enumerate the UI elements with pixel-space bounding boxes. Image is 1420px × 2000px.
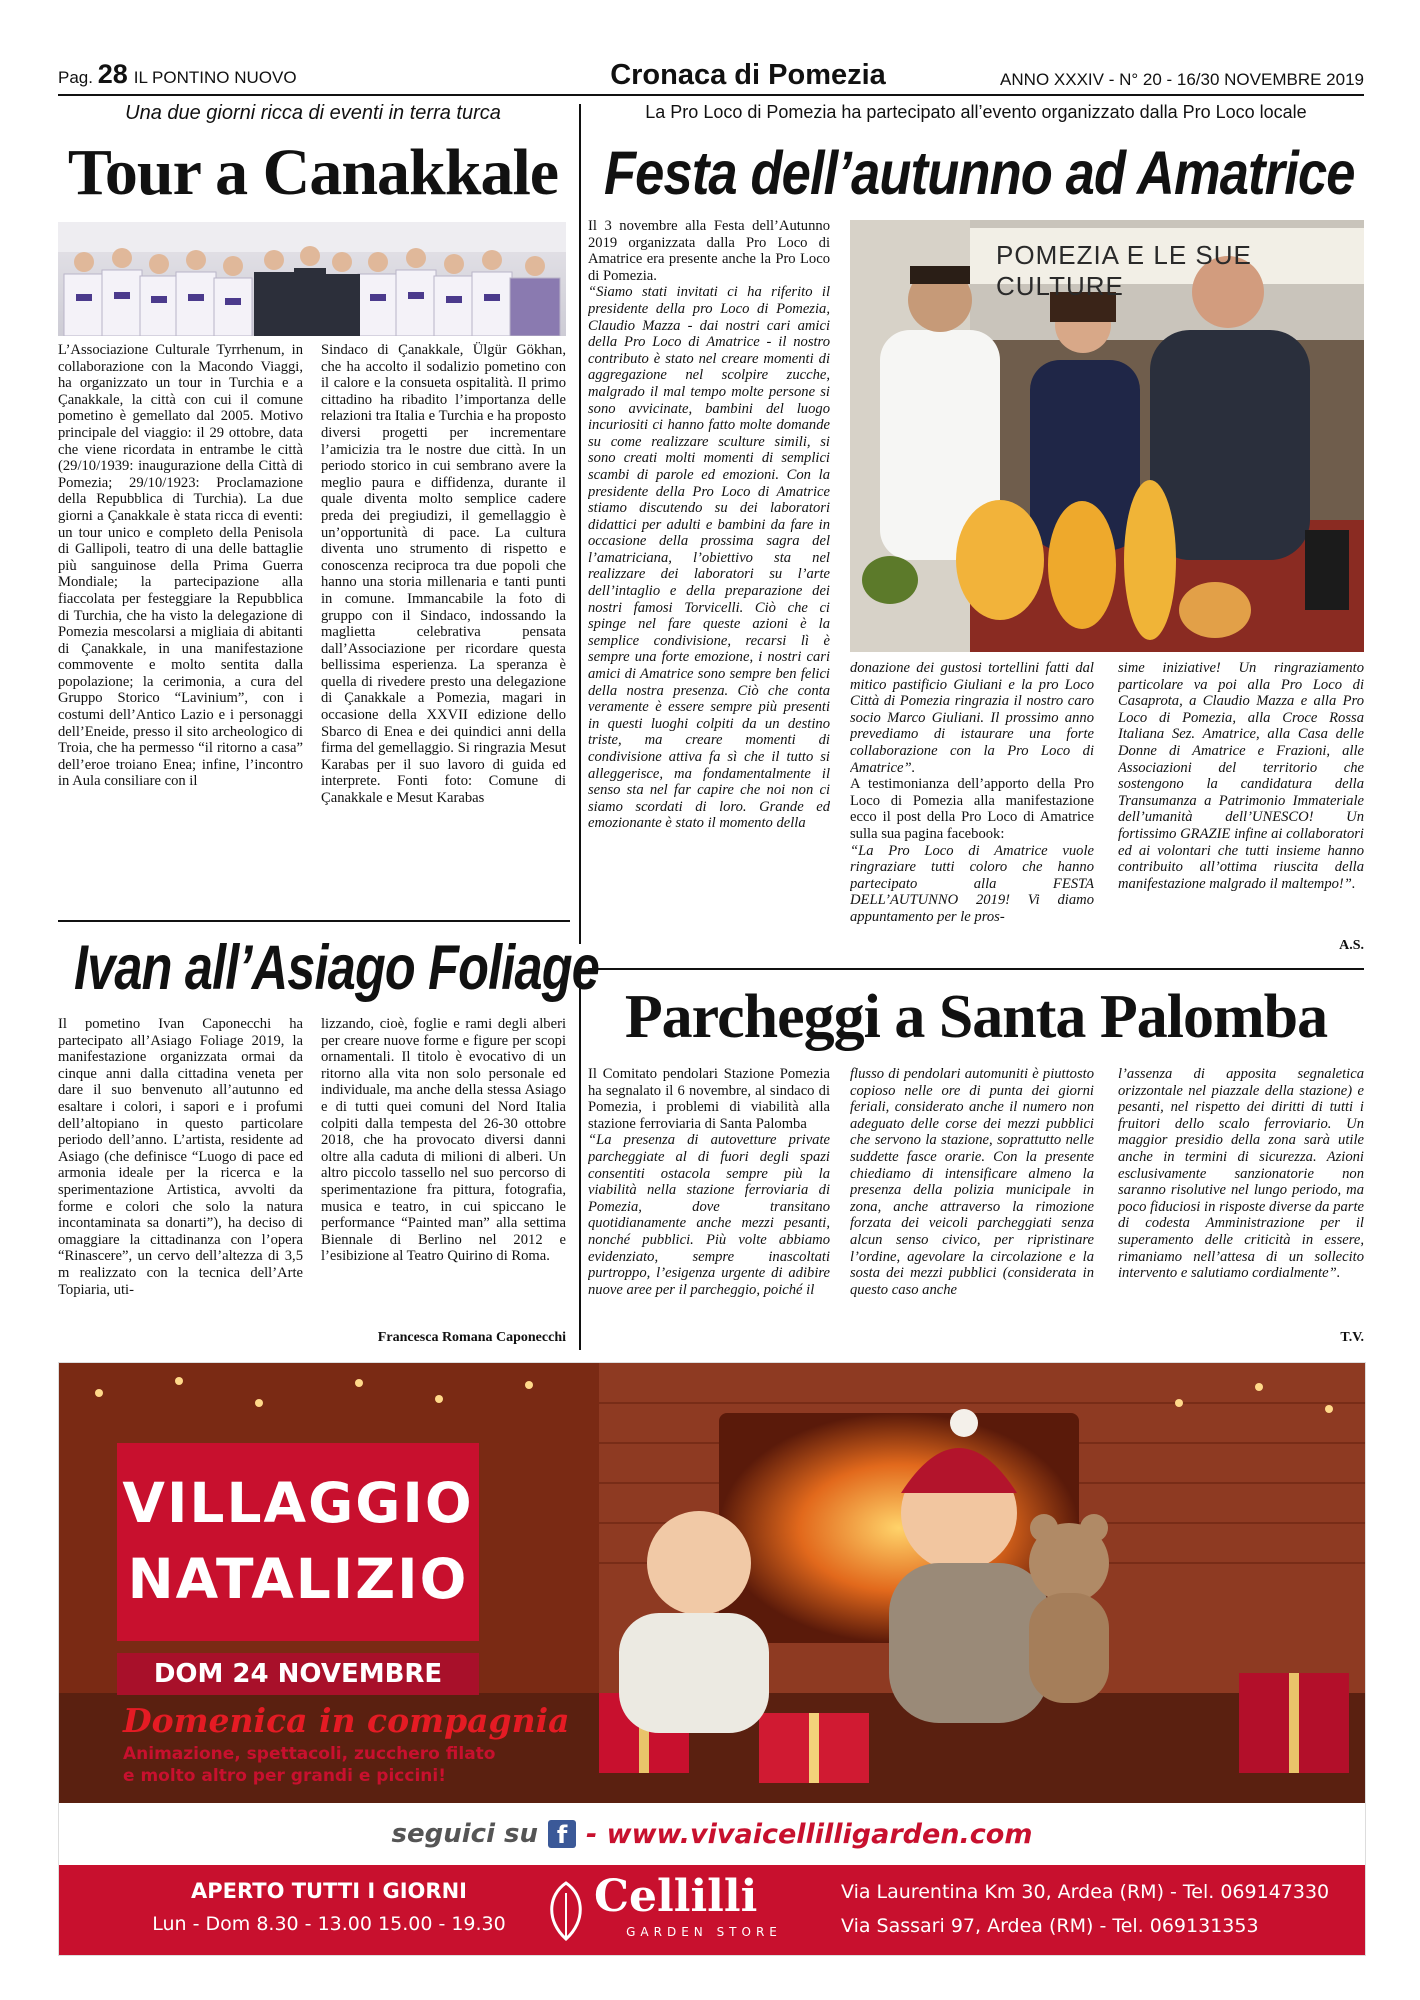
group-photo-illustration <box>58 222 566 336</box>
amatrice-signature: A.S. <box>1339 938 1364 953</box>
christmas-advertisement <box>58 1362 1366 1956</box>
palomba-title: Parcheggi a Santa Palomba <box>624 983 1328 1051</box>
amatrice-photo <box>850 220 1364 652</box>
divider-left <box>58 920 570 922</box>
asiago-title: Ivan all’Asiago Foliage <box>74 933 599 1003</box>
page-number <box>58 59 297 90</box>
amatrice-photo-banner: POMEZIA E LE SUE CULTURE <box>996 240 1252 301</box>
canakkale-column-2: Sindaco di Çanakkale, Ülgür Gökhan, che ha accolto il sodalizio pometino con il calore e la consueta ospitalità. Il primo cittadino ha ribadito l’importanza delle relazioni tra Italia e Turchia e ha proposto diversi progetti per incrementare l’amicizia tra le nostre due città. In un periodo storico in cui sembrano avere la meglio paura e diffidenza, durante il quale diventa molto semplice cadere preda dei pregiudizi, il gemellaggio è un’opportunità di pace. La cultura diventa uno strumento di rispetto e conoscenza reciproca tra due popoli che hanno una storia millenaria e tanti punti in comune. Immancabile la foto di gruppo con il Sindaco, indossando la maglietta celebrativa pensata dall’Associazione per ricordare questa bellissima esperienza. La speranza è quella di rivedere presto una delegazione di Çanakkale a Pomezia, magari in occasione della XXVII edizione dello Sbarco di Enea e dei quindici anni della firma del gemellaggio. Si ringrazia Mesut Karabas per il suo lavoro di guida ed interprete. Fonti foto: Comune di Çanakkale e Mesut Karabas <box>321 342 566 807</box>
ad-website-link[interactable]: - www.vivaicellilligarden.com <box>586 1818 1033 1850</box>
ad-open-label: APERTO TUTTI I GIORNI <box>191 1879 467 1903</box>
amatrice-title: Festa dell’autunno ad Amatrice <box>604 139 1355 207</box>
palomba-column-3: l’assenza di apposita segnaletica orizzontale nel piazzale della stazione) e pesanti, nel rispetto dei diritti di tutti i fruitori dello scalo ferroviario. Un maggior presidio della zona sarà utile anche in termini di sicurezza. Azioni esclusivamente sanzionatorie non saranno risolutive nel lungo periodo, ma poco fiduciosi in risposte diverse da parte di codesta Amministrazione per il superamento delle criticità in essere, rimaniamo nell’attesa di un sollecito intervento e salutiamo cordialmente”. <box>1118 1066 1364 1282</box>
asiago-signature: Francesca Romana Caponecchi <box>377 1330 566 1345</box>
issue-info: ANNO XXXIV - N° 20 - 16/30 NOVEMBRE 2019 <box>1000 70 1364 89</box>
column-divider-lower <box>579 960 581 1350</box>
page-header <box>58 60 1364 96</box>
ad-hours: Lun - Dom 8.30 - 13.00 15.00 - 19.30 <box>152 1913 506 1935</box>
ad-title-box <box>117 1443 479 1641</box>
amatrice-facebook-text: A testimonianza dell’apporto della Pro Loco di Pomezia alla manifestazione ecco il post della Pro Loco di Amatrice sulla sua pagina facebook: <box>850 776 1094 842</box>
amatrice-quote-2: donazione dei gustosi tortellini fatti dal mitico pastificio Giuliani e la pro Loco Città di Pomezia ringrazia il nostro caro socio Marco Giuliani. Il prossimo anno prevediamo di istaurare una forte collaborazione con la Pro Loco di Amatrice”. <box>850 660 1094 776</box>
canakkale-title: Tour a Canakkale <box>67 136 559 209</box>
palomba-intro: Il Comitato pendolari Stazione Pomezia ha segnalato il 6 novembre, al sindaco di Pomezia, i problemi di viabilità alla stazione ferroviaria di Santa Palomba <box>588 1066 830 1132</box>
ad-follow-band <box>59 1803 1365 1865</box>
amatrice-intro: Il 3 novembre alla Festa dell’Autunno 2019 organizzata dalla Pro Loco di Amatrice era presente anche la Pro Loco di Pomezia. <box>588 218 830 284</box>
amatrice-column-3: sime iniziative! Un ringraziamento particolare va poi alla Pro Loco di Casaprota, a Claudio Mazza e alla Pro Loco di Pomezia, alla Croce Rossa Italiana Sez. Amatrice, alla Casa delle Donne di Amatrice e Frazioni, alle Associazioni del territorio che sostengono la candidatura della Transumanza a Patrimonio Immateriale dell’umanità dell’UNESCO! Un fortissimo GRAZIE infine ai collaboratori ed ai volontari che tutti insieme hanno contribuito all’ottima riuscita della manifestazione malgrado il maltempo!”. <box>1118 660 1364 892</box>
amatrice-column-1 <box>588 218 830 948</box>
ad-info-band <box>59 1865 1365 1955</box>
ad-description-line-2: e molto altro per grandi e piccini! <box>123 1766 446 1786</box>
canakkale-column-1: L’Associazione Culturale Tyrrhenum, in collaborazione con la Macondo Viaggi, ha organizzato un tour in Turchia e a Çanakkale, la città con cui il comune pometino è gemellato dal 2005. Motivo principale del viaggio: il 29 ottobre, data che viene ricordata in entrambe le città (29/10/1939: inaugurazione della Città di Pomezia; 29/10/1923: Proclamazione della Repubblica di Turchia). La due giorni a Çanakkale è stata ricca di eventi: un tour unico e completo della Penisola di Gallipoli, teatro di una delle battaglie più sanguinose della Prima Guerra Mondiale; la partecipazione alla fiaccolata per festeggiare la Repubblica di Turchia, che ha visto la delegazione di Pomezia mescolarsi a migliaia di abitanti di Çanakkale, in una manifestazione commovente e molto sentita dalla popolazione; la cerimonia, a cura del Gruppo Storico “Lavinium”, con i costumi dell’Antico Lazio e i personaggi dell’Eneide, presso il sito archeologico di Troia, che ha permesso “il ritorno a casa” dell’eroe troiano Enea; infine, l’incontro in Aula consiliare con il <box>58 342 303 790</box>
facebook-icon[interactable]: f <box>548 1820 576 1848</box>
palomba-column-1 <box>588 1066 830 1348</box>
page-label: Pag. <box>58 68 93 87</box>
palomba-column-2: flusso di pendolari automuniti è piuttosto copioso nelle ore di punta dei giorni feriali, considerato anche il numero non adeguato delle corse dei mezzi pubblici che servono la stazione, soprattutto nelle suddette fasce orarie. Con la presente chiediamo di intensificare almeno la presenza della polizia municipale in zona, anche attraverso la rimozione forzata dei veicoli parcheggiati senza alcun senso civico, per ripristinare l’ordine, agevolare la circolazione e la sosta dei mezzi pubblici (considerata in questo caso anche <box>850 1066 1094 1298</box>
newspaper-name: IL PONTINO NUOVO <box>133 68 297 87</box>
section-title: Cronaca di Pomezia <box>610 59 886 91</box>
ad-description <box>123 1743 523 1787</box>
column-divider <box>579 104 581 944</box>
ad-date: DOM 24 NOVEMBRE <box>117 1653 479 1695</box>
ad-brand-subtitle: GARDEN STORE <box>626 1925 782 1939</box>
palomba-signature: T.V. <box>1340 1330 1364 1345</box>
amatrice-quote-3: “La Pro Loco di Amatrice vuole ringraziare tutti coloro che hanno partecipato alla FESTA DELL’AUTUNNO 2019! Vi diamo appuntamento per le pros- <box>850 842 1094 925</box>
divider-right <box>588 968 1364 970</box>
amatrice-kicker: La Pro Loco di Pomezia ha partecipato all’evento organizzato dalla Pro Loco locale <box>645 102 1307 122</box>
ad-address-1: Via Laurentina Km 30, Ardea (RM) - Tel. 069147330 <box>841 1881 1330 1903</box>
palomba-quote-1: “La presenza di autovetture private parcheggiate al di fuori degli spazi consentiti ostacola sempre più la viabilità nella stazione ferroviaria di Pomezia, dove transitano quotidianamente anche mezzi pesanti, nonché pubblici. Più volte abbiamo evidenziato, sempre inascoltati purtroppo, l’esigenza urgente di adibire nuove aree per il parcheggio, poiché il <box>588 1132 830 1298</box>
ad-description-line-1: Animazione, spettacoli, zucchero filato <box>123 1744 496 1764</box>
canakkale-kicker: Una due giorni ricca di eventi in terra turca <box>125 102 501 124</box>
ad-title-line-1: VILLAGGIO <box>122 1471 474 1535</box>
asiago-column-2: lizzando, cioè, foglie e rami degli alberi per creare nuove forme e figure per scopi ornamentali. Il titolo è evocativo di un ritorno alla vita non solo personale ed individuale, ma anche della stessa Asiago e di tutti quei comuni del Nord Italia colpiti dalla tempesta del 26-30 ottobre 2018, che ha provocato diversi danni oltre alla caduta di milioni di alberi. Un altro piccolo tassello nel suo percorso di sperimentazione fra pittura, fotografia, musica e teatro, in cui spiccano le performance “Painted man” alla settima Biennale di Berlino nel 2012 e l’esibizione al Teatro Quirino di Roma. <box>321 1016 566 1265</box>
asiago-column-1: Il pometino Ivan Caponecchi ha partecipato all’Asiago Foliage 2019, la manifestazione organizzata ormai da cinque anni dalla cittadina veneta per dare il suo benvenuto all’autunno ed esaltare i colori, i sapori e i profumi dell’altopiano in questo particolare periodo dell’anno. L’artista, residente ad Asiago (che definisce “Luogo di pace ed armonia ideale per la ricerca e la sperimentazione Artistica, avvolti da forme e colori che solo la natura incontaminata sa donarti”), ha deciso di omaggiare la cittadinanza con l’opera “Rinascere”, un cervo dell’altezza di 3,5 m realizzato con la tecnica dell’Arte Topiaria, uti- <box>58 1016 303 1298</box>
ad-address-2: Via Sassari 97, Ardea (RM) - Tel. 069131353 <box>841 1915 1259 1937</box>
page-number-value: 28 <box>97 59 128 89</box>
amatrice-quote-1: “Siamo stati invitati ci ha riferito il presidente della pro Loco di Pomezia, Claudio Mazza - dai nostri cari amici della Pro Loco di Amatrice - il nostro contributo è stato nel creare momenti di aggregazione nel scolpire zucche, malgrado il mal tempo molte persone si sono avvicinate, bambini del luogo incuriositi ci hanno fatto molte domande su come realizzare sculture simili, si sono creati molti momenti di semplici scambi di parole ed emozioni. Con la presidente della Pro Loco di Amatrice stiamo discutendo su dei laboratori didattici per adulti e bambini da fare in occasione della prossima sagra del l’amatriciana, l’obiettivo sta nel realizzare dei laboratori su l’arte dell’intaglio e della preparazione dei nostri famosi Torvicelli. Ciò che ci spinge nel fare queste azioni è la semplice condivisione, recarsi lì è sempre una forte emozione, i nostri cari amici di Amatrice sono sempre ben felici della nostra presenza. Ciò che conta veramente è essere sempre più presenti in questi luoghi colpiti da un destino triste, ma creare momenti di condivisione attiva fa sì che il tutto si alleggerisce, ma fondamentalmente il senso sta nel far capire che noi non ci siamo scordati di loro. Grande ed emozionante è stato il momento della <box>588 284 830 832</box>
ad-title-line-2: NATALIZIO <box>127 1547 469 1611</box>
ad-follow-label: seguici su <box>391 1819 539 1849</box>
amatrice-column-2 <box>850 660 1094 952</box>
ad-brand: Cellilli <box>594 1871 758 1922</box>
cellilli-leaf-icon <box>544 1881 588 1941</box>
ad-script-text: Domenica in compagnia <box>123 1701 570 1740</box>
canakkale-group-photo <box>58 222 566 336</box>
